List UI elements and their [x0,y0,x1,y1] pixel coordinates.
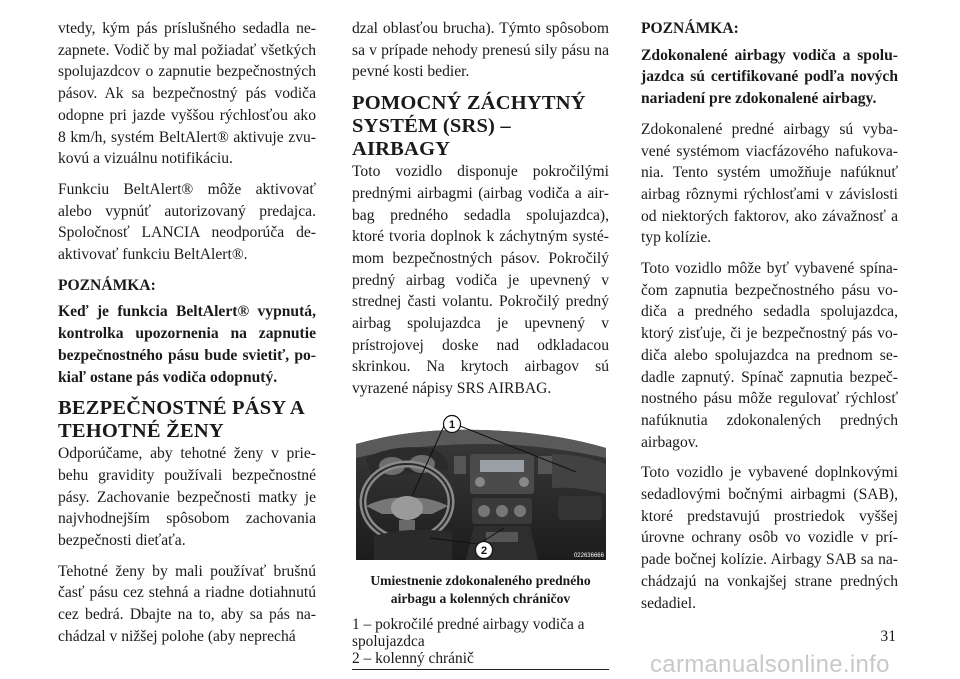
note-heading: POZNÁMKA: [58,276,156,294]
dashboard-figure [352,414,609,564]
column-right [641,18,898,623]
paragraph: Funkciu BeltAlert® môže aktivovať alebo vypnúť autorizovaný predajca. Spoločnosť LANCIA neodporúča deaktivovať funkciu BeltAlert®. [58,180,316,264]
svg-text:2: 2 [480,544,488,557]
paragraph: Toto vozidlo disponuje pokročilými prednými airbagmi (airbag vodiča a airbag predného sedadla spolujazdca), ktoré tvoria doplnok k záchytným systémom bezpečnostných pásov. Pokročilý predný airbag vodiča je upevnený v strednej časti volantu. Pokročilý predný airbag spolujazdca je upevnený v prístrojovej doske nad odkladacou skrinkou. Na krytoch airbagov sú vyrazené nápisy SRS AIRBAG. [352,163,609,398]
paragraph: Tehotné ženy by mali používať brušnú časť pásu cez stehná a riadne dotiahnutú cez bedrá. Dbajte na to, aby sa pás nachádzal v nižšej polohe (aby neprechá [58,562,316,645]
callout-1 [444,415,461,432]
note-text: Keď je funkcia BeltAlert® vypnutá, kontrolka upozornenia na zapnutie bezpečnostného pásu bude svietiť, pokiaľ ostane pás vodiča odopnutý. [58,303,316,386]
section-heading-srs-airbags: POMOCNÝ ZÁCHYTNÝ SYSTÉM (SRS) – AIRBAGY [352,92,586,161]
paragraph: Toto vozidlo môže byť vybavené spínačom zapnutia bezpečnostného pásu vodiča a predného sedadla spolujazdca, ktorý zisťuje, či je bezpečnostný pás vodiča alebo spolujazdca na prednom sedadle zapnutý. Spínač zapnutia bezpečnostného pásu môže regulovať rýchlosť nafúknutia zdokonalených predných airbagov. [641,260,898,451]
legend-item: 2 – kolenný chránič [352,649,474,667]
paragraph: Odporúčame, aby tehotné ženy v priebehu gravidity používali bezpečnostné pásy. Zachovanie bezpečnosti matky je najvhodnejším spôsobom zachovania bezpečnosti dieťaťa. [58,445,316,550]
figure-legend [352,616,609,670]
figure-code: 022636666 [573,552,604,559]
column-left [58,18,316,657]
paragraph: dzal oblasťou brucha). Týmto spôsobom sa v prípade nehody prenesú sily pásu na pevné kosti bedier. [352,20,609,81]
callout-2 [476,541,493,558]
column-middle [352,18,609,670]
paragraph: vtedy, kým pás príslušného sedadla nezapnete. Vodič by mal požiadať všetkých spolujazdcov o zapnutie bezpečnostných pásov. Ak sa bezpečnostný pás vodiča odopne pri jazde vyššou rýchlosťou ako 8 km/h, systém BeltAlert® aktivuje zvukovú a vizuálnu notifikáciu. [58,20,316,168]
note-heading: POZNÁMKA: [641,20,739,37]
figure-caption: Umiestnenie zdokonaleného predného airbagu a kolenných chráničov [370,572,591,606]
section-heading-seatbelts-pregnant: BEZPEČNOSTNÉ PÁSY A TEHOTNÉ ŽENY [58,397,304,443]
paragraph: Zdokonalené predné airbagy sú vybavené systémom viacfázového nafukovania. Tento systém umožňuje nafúknuť airbag rôznymi rýchlosťami v závislosti od niektorých faktorov, ako závažnosť a typ kolízie. [641,120,898,247]
watermark: carmanualsonline.info [650,651,890,678]
dashboard-illustration [352,414,609,564]
page-number: 31 [880,628,896,645]
paragraph: Toto vozidlo je vybavené doplnkovými sedadlovými bočnými airbagmi (SAB), ktoré predstavujú prostriedok vyššej úrovne ochrany osôb vo vozidle v prípade bočnej kolízie. Airbagy SAB sa nachádzajú na vonkajšej strane predných sedadiel. [641,464,898,612]
svg-text:1: 1 [448,418,456,431]
note-text: Zdokonalené airbagy vodiča a spolujazdca sú certifikované podľa nových nariadení pre zdokonalené airbagy. [641,46,898,108]
legend-item: 1 – pokročilé predné airbagy vodiča a spolujazdca [352,615,585,650]
